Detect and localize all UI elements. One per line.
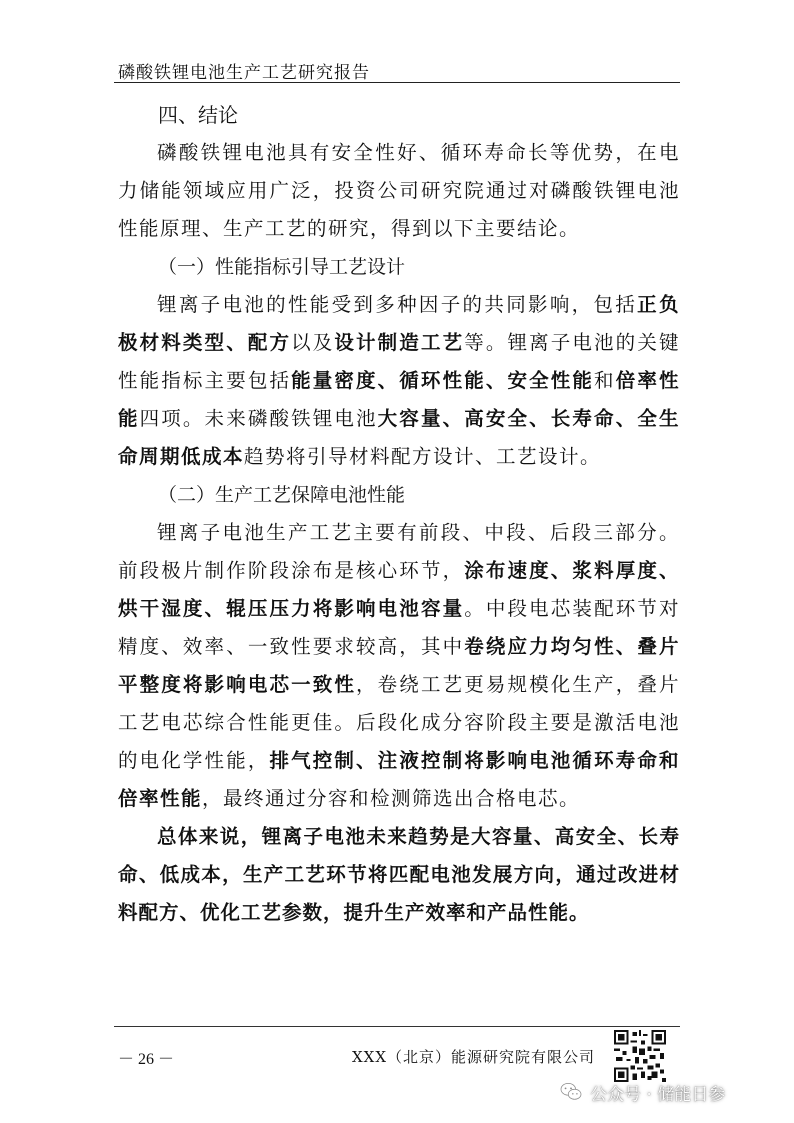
header-divider [114, 82, 680, 83]
text-run: 等。锂离子电池的关键性能指标主要包括 [118, 331, 680, 392]
subsection-heading-2: （二）生产工艺保障电池性能 [158, 484, 406, 506]
text-run: ，最终通过分容和检测筛选出合格电芯。 [202, 787, 581, 810]
intro-paragraph: 磷酸铁锂电池具有安全性好、循环寿命长等优势，在电力储能领域应用广泛，投资公司研究院通过对磷酸铁锂电池性能原理、生产工艺的研究，得到以下主要结论。 [118, 141, 680, 240]
text-run: 四项。未来磷酸铁锂电池 [139, 407, 378, 430]
watermark [560, 1078, 725, 1106]
wechat-icon [560, 1082, 582, 1102]
subsection-2-paragraph [118, 514, 680, 818]
bold-run: 正负极材料类型、配方 [118, 293, 680, 354]
subsection-heading-1: （一）性能指标引导工艺设计 [158, 256, 406, 278]
header-title: 磷酸铁锂电池生产工艺研究报告 [118, 63, 370, 83]
text-run: 锂离子电池生产工艺主要有前段、中段、后段三部分。前段极片制作阶段涂布是核心环节， [118, 521, 680, 582]
bold-run: 能量密度、循环性能、安全性能 [291, 369, 595, 392]
footer-divider [114, 1026, 680, 1027]
qr-code-icon [614, 1030, 666, 1082]
page-number: － 26 － [118, 1051, 175, 1068]
bold-run: 设计制造工艺 [334, 331, 465, 354]
bold-run: 涂布速度、浆料厚度、烘干湿度、辊压压力将影响电池容量 [118, 559, 680, 620]
text-run: 趋势将引导材料配方设计、工艺设计。 [244, 445, 602, 468]
summary-paragraph: 总体来说，锂离子电池未来趋势是大容量、高安全、长寿命、低成本，生产工艺环节将匹配电池发展方向，通过改进材料配方、优化工艺参数，提升生产效率和产品性能。 [118, 825, 680, 924]
text-run: 以及 [291, 331, 335, 354]
text-run: 锂离子电池的性能受到多种因子的共同影响，包括 [157, 293, 638, 316]
section-heading: 四、结论 [158, 103, 238, 127]
subsection-1-paragraph [118, 286, 680, 476]
text-run: 和 [594, 369, 616, 392]
bold-run: 倍率性能 [118, 369, 680, 430]
text-run: 。中段电芯装配环节对精度、效率、一致性要求较高，其中 [118, 597, 680, 658]
text-run: ，卷绕工艺更易规模化生产，叠片工艺电芯综合性能更佳。后段化成分容阶段主要是激活电池的电化学性能， [118, 673, 680, 772]
bold-run: 排气控制、注液控制将影响电池循环寿命和倍率性能 [118, 749, 680, 810]
bold-run: 卷绕应力均匀性、叠片平整度将影响电芯一致性 [118, 635, 680, 696]
watermark-text: 公众号 · 储能日参 [590, 1084, 726, 1105]
company-name: XXX（北京）能源研究院有限公司 [352, 1048, 596, 1066]
bold-run: 大容量、高安全、长寿命、全生命周期低成本 [118, 407, 680, 468]
document-body [118, 96, 680, 932]
